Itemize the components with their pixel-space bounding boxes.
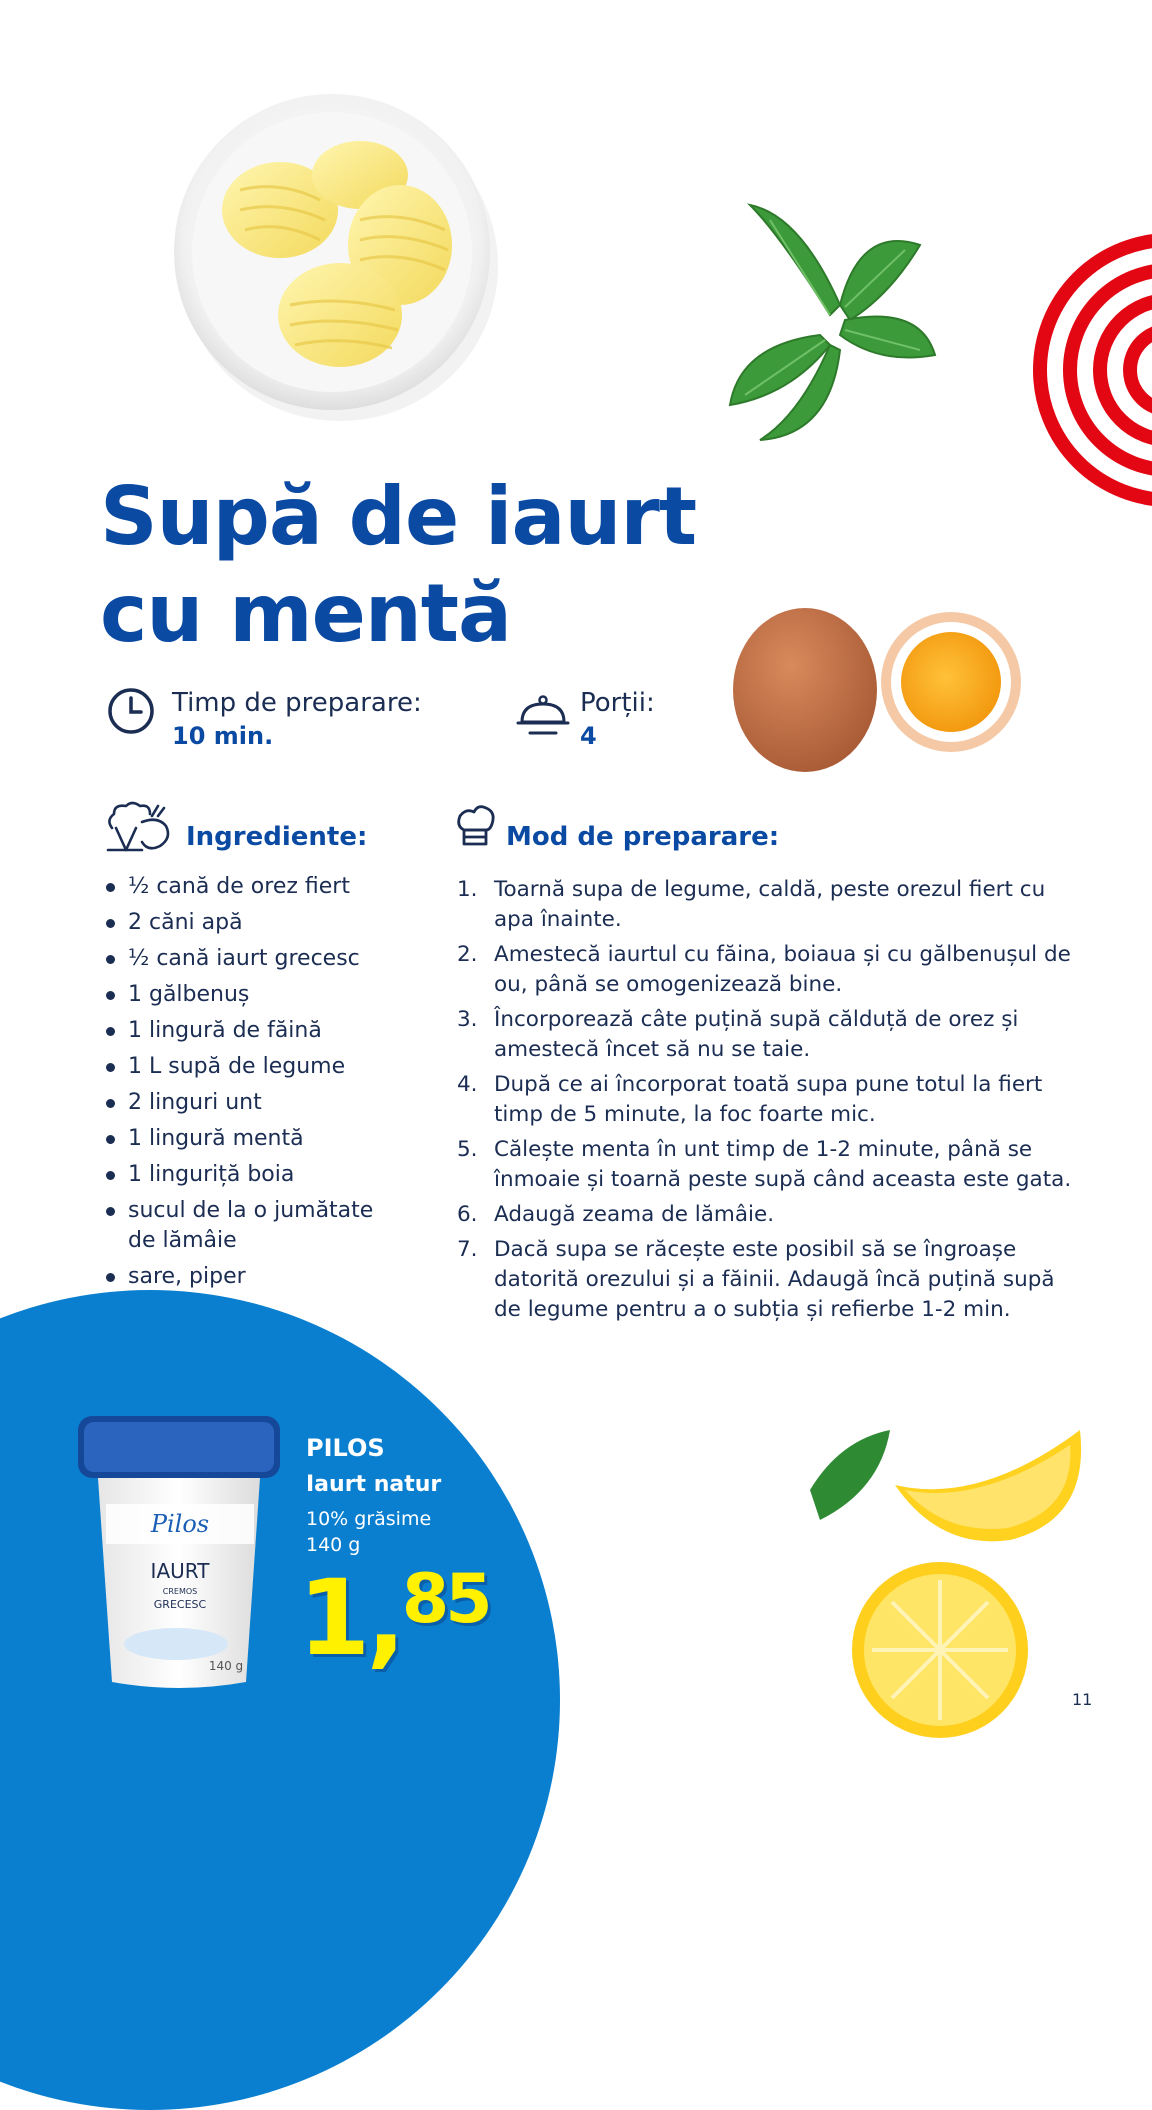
step-text: Adaugă zeama de lămâie.: [494, 1202, 775, 1227]
yogurt-package-image: [76, 1412, 286, 1692]
step-item: [452, 1005, 1072, 1065]
title-line-2: cu mentă: [100, 567, 512, 660]
ingredients-list: [104, 872, 404, 1298]
lemon-image: [780, 1410, 1100, 1740]
ingredient-item: ½ cană de orez fiert: [104, 872, 404, 902]
servings-label: Porții:: [580, 688, 655, 718]
ingredient-item: 1 gălbenuș: [104, 980, 404, 1010]
price-cents: 85: [401, 1560, 489, 1639]
servings: [580, 686, 655, 752]
ingredient-item: ½ cană iaurt grecesc: [104, 944, 404, 974]
step-number: 4.: [457, 1072, 478, 1097]
ingredient-item: 1 L supă de legume: [104, 1052, 404, 1082]
chef-hat-icon: [456, 804, 496, 850]
step-text: Toarnă supa de legume, caldă, peste orezul fiert cu apa înainte.: [494, 877, 1046, 932]
vegetables-icon: [102, 798, 176, 856]
eggs-image: [720, 590, 1030, 780]
ingredient-item: sare, piper: [104, 1262, 404, 1292]
mint-leaves-image: [720, 195, 950, 455]
butter-bowl-image: [160, 80, 510, 430]
package-name: IAURT: [150, 1559, 210, 1583]
recipe-title: [100, 468, 696, 662]
step-text: Amestecă iaurtul cu făina, boiaua și cu gălbenușul de ou, până se omogenizează bine.: [494, 942, 1071, 997]
package-brand: Pilos: [150, 1510, 210, 1538]
step-number: 7.: [457, 1237, 478, 1262]
cloche-icon: [516, 692, 570, 740]
promo-product: Iaurt natur: [306, 1472, 442, 1497]
step-text: Călește menta în unt timp de 1-2 minute, până se înmoaie și toarnă peste supă când aceasta este gata.: [494, 1137, 1072, 1192]
servings-value: 4: [580, 722, 597, 750]
step-item: [452, 1070, 1072, 1130]
method-steps: [452, 875, 1072, 1330]
package-sub1: CREMOS: [162, 1587, 198, 1596]
ingredient-item: 2 căni apă: [104, 908, 404, 938]
package-sub2: GRECESC: [153, 1598, 207, 1611]
step-item: [452, 1235, 1072, 1325]
clock-icon: [106, 686, 156, 736]
step-item: [452, 940, 1072, 1000]
ingredients-heading: Ingrediente:: [186, 822, 368, 852]
prep-time-label: Timp de preparare:: [172, 688, 422, 718]
ingredient-item: 1 lingură mentă: [104, 1124, 404, 1154]
package-weight: 140 g: [208, 1659, 244, 1673]
ingredient-item: 1 linguriță boia: [104, 1160, 404, 1190]
promo-brand: PILOS: [306, 1434, 385, 1462]
prep-time: [172, 686, 422, 752]
method-heading: Mod de preparare:: [506, 822, 780, 852]
ingredient-item: sucul de la o jumătate de lămâie: [104, 1196, 404, 1256]
step-item: [452, 1135, 1072, 1195]
step-item: [452, 1200, 1072, 1230]
step-number: 6.: [457, 1202, 478, 1227]
page-number: 11: [1072, 1690, 1093, 1709]
step-item: [452, 875, 1072, 935]
step-text: Încorporează câte puțină supă călduță de orez și amestecă încet să nu se taie.: [494, 1007, 1019, 1062]
step-number: 1.: [457, 877, 478, 902]
promo-fat: 10% grăsime: [306, 1508, 432, 1530]
promo-price: [298, 1557, 489, 1679]
prep-time-value: 10 min.: [172, 722, 274, 750]
step-text: După ce ai încorporat toată supa pune totul la fiert timp de 5 minute, la foc foarte mic.: [494, 1072, 1043, 1127]
promo-weight: 140 g: [306, 1534, 361, 1556]
ingredient-item: 2 linguri unt: [104, 1088, 404, 1118]
step-number: 2.: [457, 942, 478, 967]
price-whole: 1,: [298, 1557, 402, 1679]
decorative-target-graphic: [1020, 225, 1152, 515]
step-text: Dacă supa se răcește este posibil să se îngroașe datorită orezului și a făinii. Adaugă încă puțină supă de legume pentru a o subția și refierbe 1-2 min.: [494, 1237, 1055, 1322]
ingredient-item: 1 lingură de făină: [104, 1016, 404, 1046]
step-number: 5.: [457, 1137, 478, 1162]
step-number: 3.: [457, 1007, 478, 1032]
title-line-1: Supă de iaurt: [100, 470, 697, 563]
